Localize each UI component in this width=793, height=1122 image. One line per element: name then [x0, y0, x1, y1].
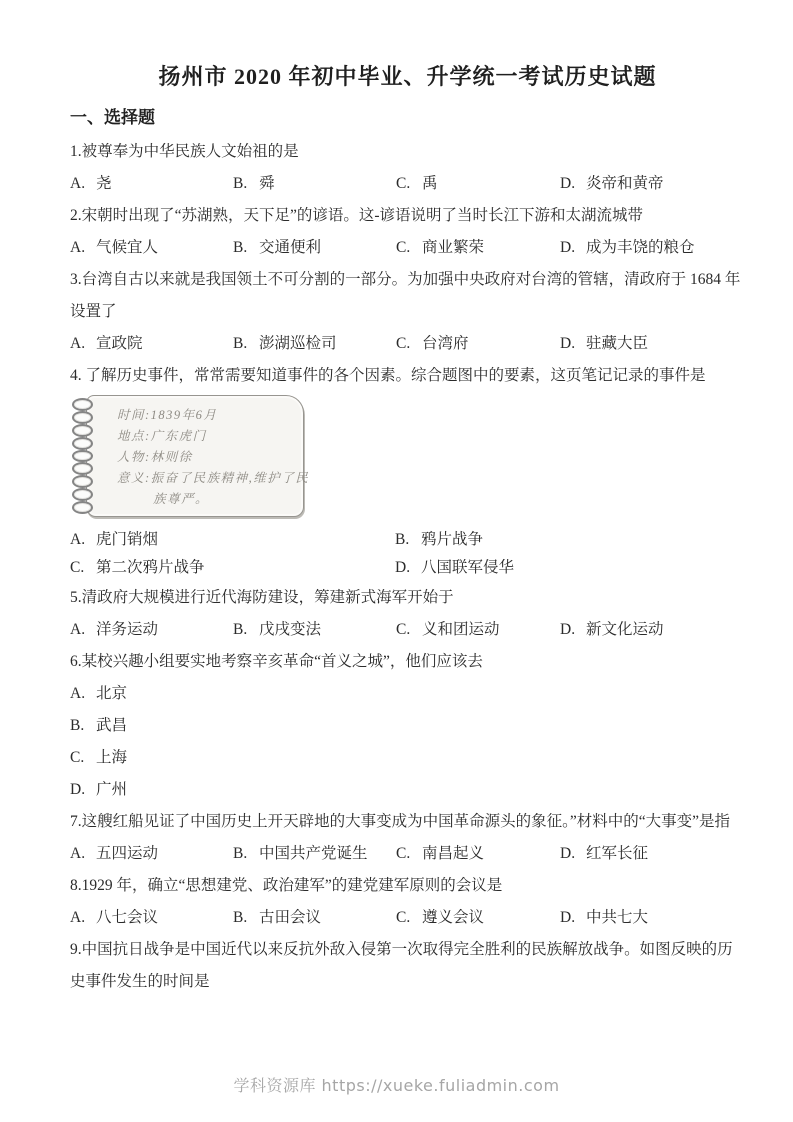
question-1: [70, 136, 745, 200]
options-list: [70, 678, 745, 806]
option-a: [70, 614, 233, 646]
option-d: [560, 902, 745, 934]
option-text: 新文化运动: [586, 621, 664, 638]
option-text: 成为丰饶的粮仓: [586, 239, 695, 256]
option-label: A.: [70, 175, 86, 192]
options-row: [70, 902, 745, 934]
option-text: 南昌起义: [422, 845, 485, 862]
option-text: 第二次鸦片战争: [96, 559, 205, 576]
spiral-ring-icon: [72, 462, 93, 475]
option-c: [396, 902, 560, 934]
option-label: B.: [233, 845, 248, 862]
option-text: 台湾府: [422, 335, 469, 352]
option-label: D.: [560, 175, 576, 192]
option-label: D.: [560, 909, 576, 926]
option-text: 禹: [422, 175, 438, 192]
option-d: [560, 168, 745, 200]
option-label: D.: [560, 239, 576, 256]
option-d: [70, 774, 745, 806]
spiral-ring-icon: [72, 501, 93, 514]
option-label: C.: [396, 909, 411, 926]
option-a: [70, 168, 233, 200]
notebook-line: 时间:1839年6月: [117, 408, 218, 422]
option-a: [70, 526, 395, 554]
option-label: D.: [395, 559, 411, 576]
notebook-line: 族尊严。: [153, 492, 210, 506]
option-text: 八七会议: [96, 909, 159, 926]
option-label: C.: [396, 175, 411, 192]
options-row: [70, 168, 745, 200]
notebook-line: 人物:林则徐: [117, 450, 193, 464]
option-b: [233, 614, 396, 646]
section-heading: 一、选择题: [70, 108, 155, 127]
option-label: A.: [70, 909, 86, 926]
options-row: [70, 614, 745, 646]
question-7: [70, 806, 745, 870]
option-text: 遵义会议: [422, 909, 485, 926]
question-text: 4. 了解历史事件，常常需要知道事件的各个因素。综合题图中的要素，这页笔记记录的事件是: [70, 367, 706, 384]
question-4: [70, 360, 745, 582]
option-label: C.: [396, 621, 411, 638]
option-text: 义和团运动: [422, 621, 500, 638]
option-text: 气候宜人: [96, 239, 159, 256]
spiral-ring-icon: [72, 437, 93, 450]
options-grid: [70, 526, 745, 582]
spiral-ring-icon: [72, 424, 93, 437]
option-d: [395, 554, 745, 582]
option-label: B.: [233, 175, 248, 192]
option-text: 交通便利: [259, 239, 322, 256]
option-text: 戊戌变法: [259, 621, 322, 638]
option-label: A.: [70, 621, 86, 638]
question-3: [70, 264, 745, 360]
option-text: 驻藏大臣: [586, 335, 649, 352]
option-text: 武昌: [96, 717, 128, 734]
option-label: B.: [233, 239, 248, 256]
option-text: 红军长征: [586, 845, 649, 862]
option-label: D.: [70, 781, 86, 798]
option-label: B.: [233, 909, 248, 926]
question-text: 5.清政府大规模进行近代海防建设，筹建新式海军开始于: [70, 589, 454, 606]
option-text: 中国共产党诞生: [259, 845, 368, 862]
question-2: [70, 200, 745, 264]
option-label: A.: [70, 685, 86, 702]
option-label: A.: [70, 845, 86, 862]
option-text: 商业繁荣: [422, 239, 485, 256]
option-b: [70, 710, 745, 742]
option-label: A.: [70, 335, 86, 352]
option-b: [233, 168, 396, 200]
option-a: [70, 902, 233, 934]
option-b: [233, 838, 396, 870]
option-b: [233, 328, 396, 360]
option-d: [560, 838, 745, 870]
option-text: 中共七大: [586, 909, 649, 926]
option-c: [396, 614, 560, 646]
option-d: [560, 328, 745, 360]
option-text: 澎湖巡检司: [259, 335, 337, 352]
page-title: 扬州市 2020 年初中毕业、升学统一考试历史试题: [158, 64, 657, 89]
option-label: B.: [395, 531, 410, 548]
question-text: 9.中国抗日战争是中国近代以来反抗外敌入侵第一次取得完全胜利的民族解放战争。如图反映的历史事件发生的时间是: [70, 941, 733, 990]
option-text: 洋务运动: [96, 621, 159, 638]
options-row: [70, 838, 745, 870]
option-label: D.: [560, 845, 576, 862]
option-text: 八国联军侵华: [421, 559, 515, 576]
question-text: 2.宋朝时出现了“苏湖熟，天下足”的谚语。这-谚语说明了当时长江下游和太湖流城带: [70, 207, 644, 224]
option-text: 上海: [96, 749, 128, 766]
option-a: [70, 232, 233, 264]
option-text: 古田会议: [259, 909, 322, 926]
option-text: 舜: [259, 175, 275, 192]
option-c: [70, 554, 395, 582]
options-row: [70, 232, 745, 264]
spiral-ring-icon: [72, 411, 93, 424]
option-a: [70, 838, 233, 870]
notebook-line: 意义:振奋了民族精神,维护了民: [117, 471, 310, 485]
question-9: [70, 934, 745, 998]
option-label: D.: [560, 621, 576, 638]
option-text: 北京: [96, 685, 128, 702]
option-b: [233, 232, 396, 264]
footer-watermark: 学科资源库 https://xueke.fuliadmin.com: [233, 1076, 560, 1095]
spiral-binding: [72, 398, 96, 514]
option-label: C.: [396, 845, 411, 862]
option-label: A.: [70, 531, 86, 548]
option-d: [560, 232, 745, 264]
spiral-ring-icon: [72, 488, 93, 501]
question-text: 8.1929 年，确立“思想建党、政治建军”的建党建军原则的会议是: [70, 877, 503, 894]
option-a: [70, 328, 233, 360]
option-label: B.: [70, 717, 85, 734]
option-label: D.: [560, 335, 576, 352]
notebook-line: 地点:广东虎门: [117, 429, 207, 443]
question-text: 7.这艘红船见证了中国历史上开天辟地的大事变成为中国革命源头的象征。”材料中的“大事变”是指: [70, 813, 731, 830]
question-8: [70, 870, 745, 934]
question-6: [70, 646, 745, 806]
option-a: [70, 678, 745, 710]
option-c: [396, 232, 560, 264]
option-b: [395, 526, 745, 554]
option-c: [396, 328, 560, 360]
option-label: B.: [233, 335, 248, 352]
spiral-ring-icon: [72, 398, 93, 411]
option-text: 鸦片战争: [421, 531, 484, 548]
option-text: 五四运动: [96, 845, 159, 862]
option-c: [70, 742, 745, 774]
option-text: 宣政院: [96, 335, 143, 352]
question-text: 6.某校兴趣小组要实地考察辛亥革命“首义之城”，他们应该去: [70, 653, 483, 670]
option-label: C.: [396, 239, 411, 256]
question-text: 3.台湾自古以来就是我国领土不可分割的一部分。为加强中央政府对台湾的管辖，清政府于 1684 年设置了: [70, 271, 741, 320]
question-5: [70, 582, 745, 646]
options-row: [70, 328, 745, 360]
notebook-image: [72, 395, 310, 517]
spiral-ring-icon: [72, 450, 93, 463]
spiral-ring-icon: [72, 475, 93, 488]
option-label: A.: [70, 239, 86, 256]
option-label: C.: [70, 749, 85, 766]
option-text: 广州: [96, 781, 128, 798]
option-d: [560, 614, 745, 646]
question-text: 1.被尊奉为中华民族人文始祖的是: [70, 143, 299, 160]
option-label: B.: [233, 621, 248, 638]
notebook-paper: [86, 395, 310, 517]
option-label: C.: [70, 559, 85, 576]
option-c: [396, 168, 560, 200]
option-text: 尧: [96, 175, 112, 192]
option-c: [396, 838, 560, 870]
option-label: C.: [396, 335, 411, 352]
option-text: 炎帝和黄帝: [586, 175, 664, 192]
option-b: [233, 902, 396, 934]
option-text: 虎门销烟: [96, 531, 159, 548]
